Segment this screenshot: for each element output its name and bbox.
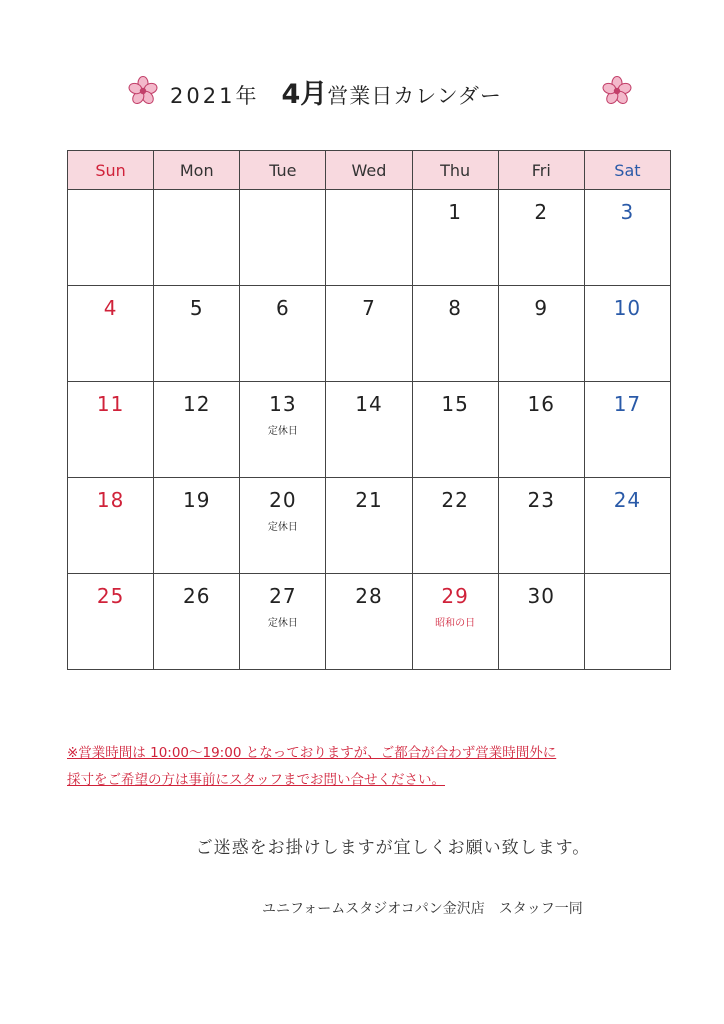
calendar-day-cell — [326, 382, 412, 478]
calendar-day-cell — [584, 286, 670, 382]
day-number: 20 — [269, 488, 297, 512]
weekday-header: Wed — [326, 151, 412, 190]
day-number: 26 — [182, 584, 211, 608]
calendar-table — [67, 150, 671, 670]
day-number: 3 — [620, 200, 635, 224]
day-number: 9 — [534, 296, 549, 320]
day-number: 11 — [96, 392, 125, 416]
calendar-week-row — [68, 574, 671, 670]
weekday-header: Fri — [498, 151, 584, 190]
day-number: 25 — [96, 584, 125, 608]
calendar-day-cell — [68, 574, 154, 670]
sakura-icon — [128, 76, 158, 106]
calendar-day-cell — [498, 574, 584, 670]
business-hours-notice — [67, 740, 667, 794]
calendar-day-cell — [68, 190, 154, 286]
title-rest: 営業日カレンダー — [327, 84, 502, 108]
calendar-day-cell — [68, 382, 154, 478]
closed-day-label: 定休日 — [267, 618, 298, 629]
day-number: 6 — [275, 296, 290, 320]
day-number: 22 — [441, 488, 469, 512]
calendar-day-cell — [154, 286, 240, 382]
day-number: 4 — [103, 296, 118, 320]
calendar-day-cell — [412, 382, 498, 478]
calendar-day-cell — [584, 190, 670, 286]
day-number: 29 — [441, 584, 469, 608]
calendar-body — [68, 190, 671, 670]
calendar-day-cell — [326, 190, 412, 286]
calendar-day-cell — [412, 190, 498, 286]
calendar-week-row — [68, 478, 671, 574]
day-number: 13 — [269, 392, 297, 416]
closed-day-label: 定休日 — [267, 426, 298, 437]
calendar-day-cell — [154, 190, 240, 286]
day-number: 30 — [527, 584, 555, 608]
calendar-day-cell — [240, 574, 326, 670]
calendar-day-cell — [584, 478, 670, 574]
weekday-header: Tue — [240, 151, 326, 190]
title-month: 4月 — [281, 79, 328, 110]
store-signature: ユニフォームスタジオコパン金沢店 スタッフ一同 — [262, 901, 583, 917]
day-number: 18 — [96, 488, 125, 512]
title-year: 2021年 — [170, 84, 260, 108]
day-number: 8 — [448, 296, 462, 320]
title-row — [0, 68, 724, 116]
calendar-day-cell — [412, 478, 498, 574]
day-number: 27 — [269, 584, 297, 608]
calendar-day-cell — [68, 286, 154, 382]
day-number: 14 — [355, 392, 383, 416]
notice-line-2: 採寸をご希望の方は事前にスタッフまでお問い合せください。 — [67, 772, 445, 788]
calendar-week-row — [68, 286, 671, 382]
apology-text — [0, 833, 724, 858]
day-number: 21 — [355, 488, 383, 512]
notice-line-1: ※営業時間は 10:00～19:00 となっておりますが、ご都合が合わず営業時間外に — [67, 745, 557, 761]
weekday-header-row — [68, 151, 671, 190]
calendar-day-cell — [68, 478, 154, 574]
page-title — [170, 72, 590, 111]
closed-day-label: 定休日 — [267, 522, 298, 533]
day-number: 7 — [362, 296, 376, 320]
day-number: 10 — [613, 296, 642, 320]
day-number: 24 — [613, 488, 642, 512]
day-number: 1 — [448, 200, 462, 224]
calendar-day-cell — [584, 574, 670, 670]
calendar-day-cell — [326, 478, 412, 574]
calendar-day-cell — [498, 286, 584, 382]
calendar-day-cell — [498, 382, 584, 478]
sakura-icon — [602, 76, 632, 106]
weekday-header: Sat — [584, 151, 670, 190]
day-number: 16 — [527, 392, 555, 416]
day-number: 5 — [189, 296, 204, 320]
day-number: 2 — [534, 200, 549, 224]
calendar-day-cell — [154, 478, 240, 574]
calendar-week-row — [68, 382, 671, 478]
calendar-day-cell — [240, 382, 326, 478]
calendar-day-cell — [326, 286, 412, 382]
day-number: 28 — [355, 584, 383, 608]
day-number: 19 — [182, 488, 211, 512]
day-number: 23 — [527, 488, 555, 512]
calendar-day-cell — [240, 478, 326, 574]
calendar-day-cell — [240, 286, 326, 382]
day-number: 12 — [182, 392, 211, 416]
calendar-week-row — [68, 190, 671, 286]
calendar-day-cell — [412, 574, 498, 670]
day-number: 17 — [613, 392, 642, 416]
calendar-day-cell — [154, 574, 240, 670]
calendar-day-cell — [326, 574, 412, 670]
calendar-day-cell — [412, 286, 498, 382]
day-number: 15 — [441, 392, 469, 416]
holiday-label: 昭和の日 — [435, 618, 476, 629]
apology-message: ご迷惑をお掛けしますが宜しくお願い致します。 — [195, 838, 591, 858]
calendar-day-cell — [498, 190, 584, 286]
weekday-header: Sun — [68, 151, 154, 190]
calendar-day-cell — [154, 382, 240, 478]
calendar-day-cell — [584, 382, 670, 478]
calendar-day-cell — [240, 190, 326, 286]
weekday-header: Mon — [154, 151, 240, 190]
calendar-day-cell — [498, 478, 584, 574]
weekday-header: Thu — [412, 151, 498, 190]
